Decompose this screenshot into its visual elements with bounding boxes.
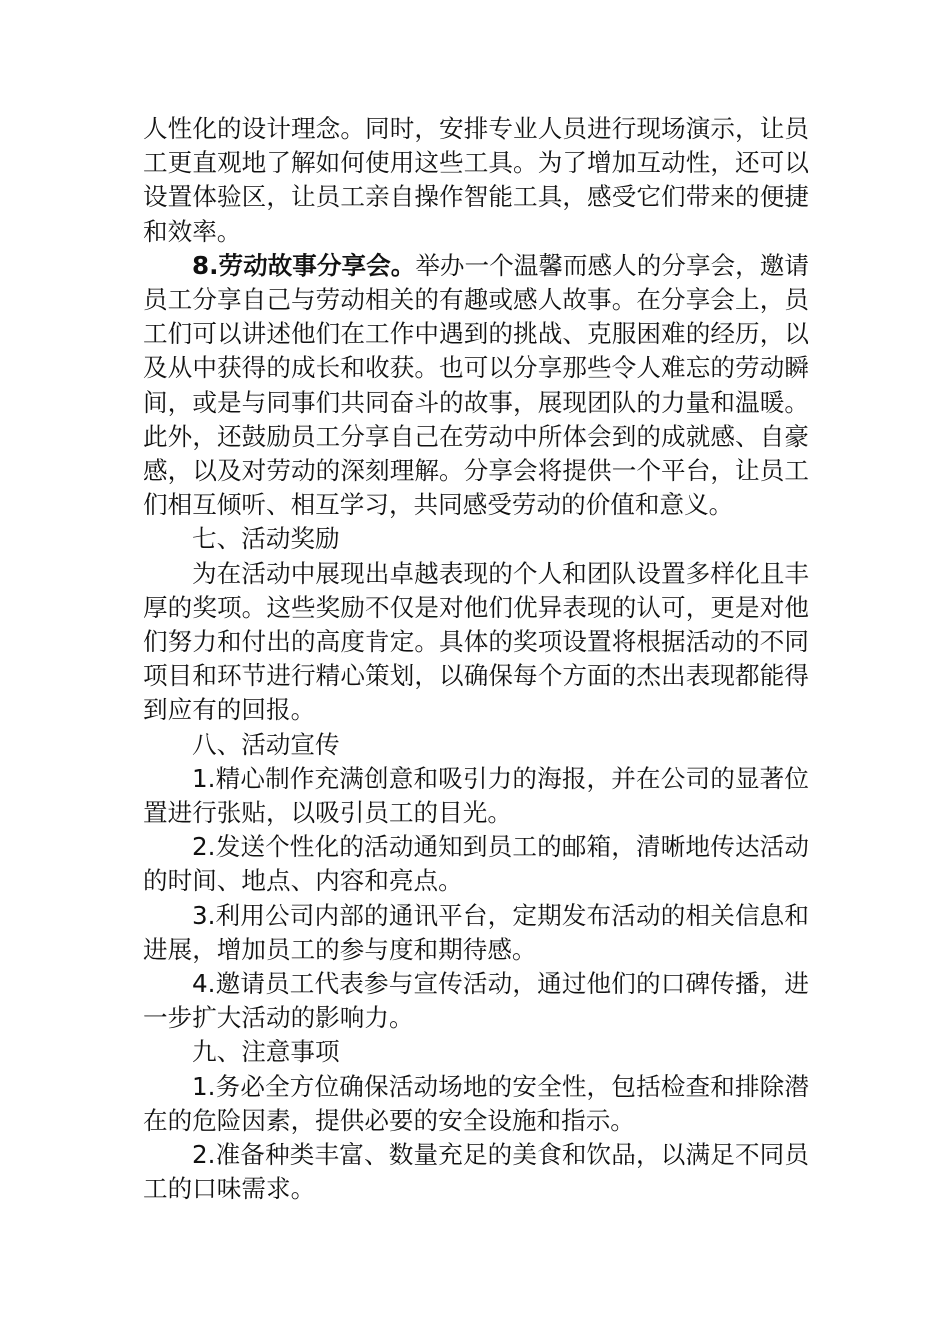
list-item-text: 2.发送个性化的活动通知到员工的邮箱，清晰地传达活动的时间、地点、内容和亮点。 [143, 832, 809, 896]
list-item-text: 1.务必全方位确保活动场地的安全性，包括检查和排除潜在的危险因素，提供必要的安全设施和指示。 [143, 1071, 809, 1135]
list-item-text: 4.邀请员工代表参与宣传活动，通过他们的口碑传播，进一步扩大活动的影响力。 [143, 969, 809, 1033]
list-item-promotion-2 [143, 830, 809, 898]
list-item-text: 2.准备种类丰富、数量充足的美食和饮品，以满足不同员工的口味需求。 [143, 1140, 809, 1204]
paragraph-lead-heading: 8.劳动故事分享会。 [192, 250, 416, 280]
paragraph-text: 为在活动中展现出卓越表现的个人和团队设置多样化且丰厚的奖项。这些奖励不仅是对他们优异表现的认可，更是对他们努力和付出的高度肯定。具体的奖项设置将根据活动的不同项目和环节进行精心策划，以确保每个方面的杰出表现都能得到应有的回报。 [143, 558, 809, 725]
section-heading-text: 九、注意事项 [192, 1037, 340, 1067]
document-page [143, 112, 809, 1207]
paragraph-text: 人性化的设计理念。同时，安排专业人员进行现场演示，让员工更直观地了解如何使用这些工具。为了增加互动性，还可以设置体验区，让员工亲自操作智能工具，感受它们带来的便捷和效率。 [143, 114, 809, 246]
list-item-notes-1 [143, 1070, 809, 1138]
paragraph-design-continuation [143, 112, 809, 249]
list-item-promotion-4 [143, 967, 809, 1035]
section-heading-text: 七、活动奖励 [192, 524, 340, 554]
list-item-notes-2 [143, 1138, 809, 1206]
paragraph-rewards [143, 557, 809, 728]
section-heading-promotion [143, 728, 809, 762]
list-item-text: 1.精心制作充满创意和吸引力的海报，并在公司的显著位置进行张贴，以吸引员工的目光。 [143, 763, 809, 828]
paragraph-text: 举办一个温馨而感人的分享会，邀请员工分享自己与劳动相关的有趣或感人故事。在分享会上，员工们可以讲述他们在工作中遇到的挑战、克服困难的经历，以及从中获得的成长和收获。也可以分享那些令人难忘的劳动瞬间，或是与同事们共同奋斗的故事，展现团队的力量和温暖。此外，还鼓励员工分享自己在劳动中所体会到的成就感、自豪感，以及对劳动的深刻理解。分享会将提供一个平台，让员工们相互倾听、相互学习，共同感受劳动的价值和意义。 [143, 250, 809, 520]
section-heading-text: 八、活动宣传 [192, 729, 340, 759]
list-item-promotion-3 [143, 899, 809, 967]
section-heading-notes [143, 1035, 809, 1069]
list-item-text: 3.利用公司内部的通讯平台，定期发布活动的相关信息和进展，增加员工的参与度和期待感。 [143, 900, 809, 964]
paragraph-labor-story-share [143, 249, 809, 523]
section-heading-rewards [143, 522, 809, 556]
list-item-promotion-1 [143, 762, 809, 830]
